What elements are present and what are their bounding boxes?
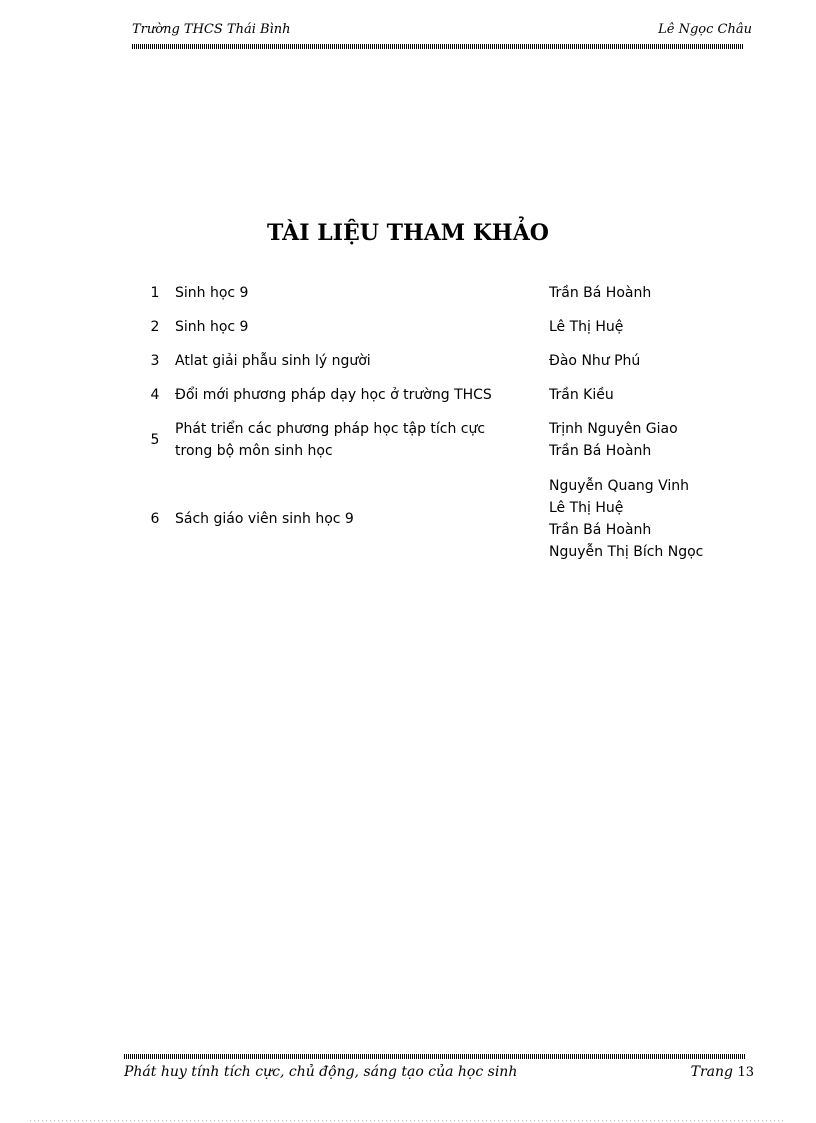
ref-book [175,378,549,412]
ref-author: Nguyễn Thị Bích Ngọc [549,544,704,560]
footer-page-label: Trang [690,1064,733,1080]
ref-book [175,276,549,310]
ref-authors [549,412,749,467]
ref-book [175,310,549,344]
ref-author: Lê Thị Huệ [549,319,624,335]
ref-authors [549,344,749,378]
ref-book-line: trong bộ môn sinh học [175,442,333,459]
page-bottom-edge [30,1120,786,1121]
ref-book-line: Sinh học 9 [175,319,249,335]
header-rule [132,44,744,49]
table-row [135,310,749,344]
page-footer [124,1064,754,1084]
header-school: Trường THCS Thái Bình [132,22,291,37]
ref-number: 1 [150,285,160,301]
footer-rule [124,1054,746,1059]
ref-author: Lê Thị Huệ [549,500,624,516]
ref-book [175,344,549,378]
ref-authors [549,467,749,571]
table-row [135,276,749,310]
footer-subject: Phát huy tính tích cực, chủ động, sáng tạo của học sinh [124,1064,518,1080]
footer-page [691,1064,754,1080]
footer-page-number: 13 [737,1065,754,1080]
ref-authors [549,310,749,344]
ref-book-line: Sinh học 9 [175,285,249,301]
table-row [135,378,749,412]
ref-number: 3 [150,353,160,369]
ref-number: 4 [150,387,160,403]
ref-book [175,467,549,571]
ref-authors [549,378,749,412]
header-author: Lê Ngọc Châu [658,22,752,37]
ref-book-line: Sách giáo viên sinh học 9 [175,511,354,527]
ref-author: Đào Như Phú [549,353,641,369]
page-header [132,20,752,42]
ref-author: Trịnh Nguyên Giao [549,420,678,437]
table-row [135,412,749,467]
ref-book-line: Phát triển các phương pháp học tập tích cực [175,420,486,437]
ref-number: 2 [150,319,160,335]
ref-author: Nguyễn Quang Vinh [549,478,690,494]
table-row [135,344,749,378]
table-row [135,467,749,571]
reference-table [135,276,749,571]
ref-book-line: Đổi mới phương pháp dạy học ở trường THCS [175,387,492,403]
ref-book-line: Atlat giải phẫu sinh lý người [175,353,371,369]
ref-author: Trần Bá Hoành [549,522,652,538]
ref-author: Trần Bá Hoành [549,285,652,301]
ref-author: Trần Kiều [549,387,614,403]
ref-number: 6 [150,511,160,527]
ref-number: 5 [150,431,160,448]
ref-author: Trần Bá Hoành [549,442,652,459]
ref-authors [549,276,749,310]
page-title: TÀI LIỆU THAM KHẢO [267,220,549,246]
ref-book [175,412,549,467]
